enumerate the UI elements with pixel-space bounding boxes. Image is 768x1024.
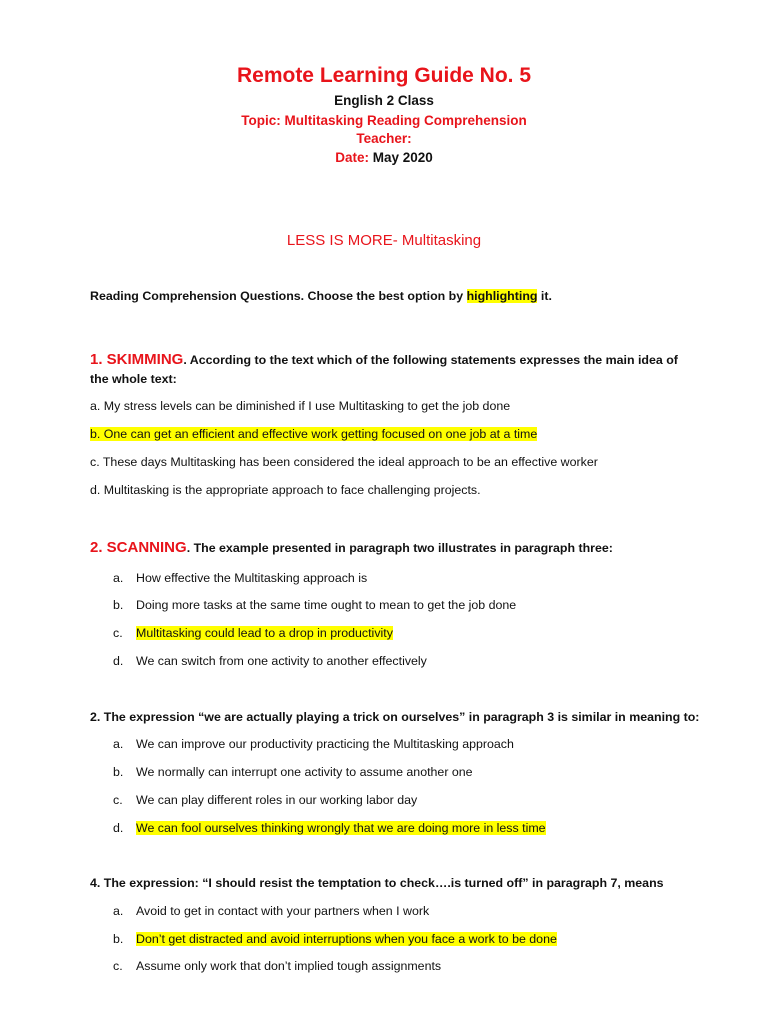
instructions-highlight: highlighting bbox=[466, 289, 538, 303]
question-2-option-c bbox=[136, 626, 393, 640]
question-3-label-d: d. bbox=[113, 821, 124, 835]
question-4-option-a: Avoid to get in contact with your partners when I work bbox=[136, 904, 430, 918]
question-2-option-a: How effective the Multitasking approach is bbox=[136, 571, 368, 585]
question-2-number: 2. SCANNING bbox=[90, 539, 187, 556]
question-1-number: 1. SKIMMING bbox=[90, 351, 184, 368]
date-line bbox=[0, 150, 768, 165]
document-title: Remote Learning Guide No. 5 bbox=[236, 64, 532, 87]
question-1-option-c: c. These days Multitasking has been considered the ideal approach to be an effective worker bbox=[90, 455, 598, 469]
teacher-line: Teacher: bbox=[356, 131, 412, 146]
question-4-option-b bbox=[136, 932, 557, 946]
class-line: English 2 Class bbox=[334, 93, 434, 108]
question-2-option-d: We can switch from one activity to another effectively bbox=[136, 654, 427, 668]
question-2-label-c: c. bbox=[113, 626, 123, 640]
question-3-option-d-text: We can fool ourselves thinking wrongly that we are doing more in less time bbox=[136, 821, 546, 835]
question-1-heading bbox=[90, 350, 690, 389]
question-2-option-b: Doing more tasks at the same time ought to mean to get the job done bbox=[136, 598, 517, 612]
question-4-label-b: b. bbox=[113, 932, 124, 946]
date-value: May 2020 bbox=[372, 150, 433, 165]
question-4-label-a: a. bbox=[113, 904, 124, 918]
question-1-line1: . According to the text which of the following statements expresses the main idea of bbox=[183, 353, 678, 367]
question-1-option-b-text: b. One can get an efficient and effective work getting focused on one job at a time bbox=[90, 427, 538, 441]
question-4-option-c: Assume only work that don’t implied tough assignments bbox=[136, 959, 442, 973]
question-4-label-c: c. bbox=[113, 959, 123, 973]
question-2-label-d: d. bbox=[113, 654, 124, 668]
instructions-after: it. bbox=[537, 289, 552, 303]
instructions-before: Reading Comprehension Questions. Choose the best option by bbox=[90, 289, 467, 303]
question-1-option-d: d. Multitasking is the appropriate approach to face challenging projects. bbox=[90, 483, 481, 497]
question-2-option-c-text: Multitasking could lead to a drop in productivity bbox=[136, 626, 393, 640]
question-3-label-b: b. bbox=[113, 765, 124, 779]
question-2-heading bbox=[90, 538, 690, 558]
date-label: Date: bbox=[335, 150, 369, 165]
question-3-option-c: We can play different roles in our working labor day bbox=[136, 793, 418, 807]
topic-line: Topic: Multitasking Reading Comprehension bbox=[241, 113, 527, 128]
question-3-option-a: We can improve our productivity practicing the Multitasking approach bbox=[136, 737, 514, 751]
question-1-line2: the whole text: bbox=[90, 372, 177, 386]
section-heading: LESS IS MORE- Multitasking bbox=[286, 232, 482, 249]
question-1-option-b bbox=[90, 427, 537, 441]
question-1-option-a: a. My stress levels can be diminished if I use Multitasking to get the job done bbox=[90, 399, 511, 413]
question-2-label-a: a. bbox=[113, 571, 124, 585]
question-4-option-b-text: Don’t get distracted and avoid interruptions when you face a work to be done bbox=[136, 932, 557, 946]
question-2-label-b: b. bbox=[113, 598, 124, 612]
question-3-option-d bbox=[136, 821, 546, 835]
instructions bbox=[90, 289, 552, 303]
question-3-label-c: c. bbox=[113, 793, 123, 807]
question-3-label-a: a. bbox=[113, 737, 124, 751]
question-4-heading: 4. The expression: “I should resist the temptation to check….is turned off” in paragraph 7, means bbox=[90, 876, 664, 890]
question-2-text: . The example presented in paragraph two illustrates in paragraph three: bbox=[186, 541, 613, 555]
question-3-heading: 2. The expression “we are actually playing a trick on ourselves” in paragraph 3 is similar in meaning to: bbox=[90, 710, 700, 724]
question-3-option-b: We normally can interrupt one activity to assume another one bbox=[136, 765, 473, 779]
